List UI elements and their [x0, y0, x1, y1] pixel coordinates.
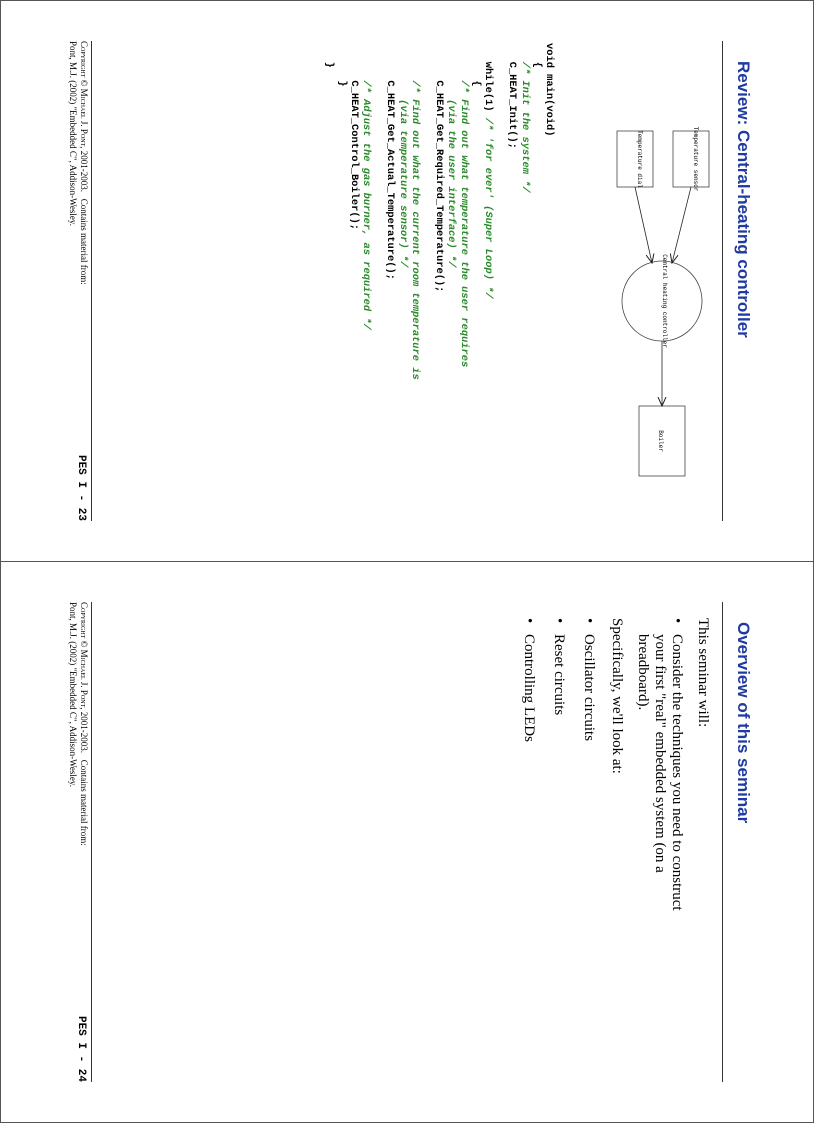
- code-comment: /* Adjust the gas burner, as required */: [359, 43, 372, 330]
- footer-divider: [91, 41, 92, 521]
- code-line: C_HEAT_Init();: [506, 43, 519, 150]
- topics-list: [507, 618, 597, 938]
- intro-text: This seminar will:: [695, 618, 711, 728]
- copyright-notice: [67, 41, 89, 285]
- temperature-dial-box: [617, 130, 653, 188]
- code-line: {: [469, 43, 482, 87]
- controller-node: [622, 254, 702, 348]
- code-comment: /* Init the system */: [518, 43, 531, 193]
- slide-title: Review: Central-heating controller: [734, 61, 753, 338]
- slide-frame-24: [0, 561, 814, 1123]
- dial-arrow: [635, 187, 652, 263]
- boiler-box: [639, 406, 685, 476]
- code-listing: [323, 43, 555, 380]
- footer-divider: [91, 602, 92, 1082]
- code-comment: /* Find out what the current room temperature is: [408, 43, 421, 380]
- code-line: C_HEAT_Get_Required_Temperature();: [433, 43, 446, 293]
- copyright-suffix: Contains material from:: [79, 198, 89, 285]
- slide-23: [47, 31, 767, 531]
- code-line: }: [323, 43, 336, 68]
- central-heating-diagram: [557, 31, 767, 531]
- slide-number: PES I - 23: [75, 454, 87, 521]
- code-line: {: [530, 43, 543, 68]
- copyright-source: Pont, M.J. (2002) "Embedded C", Addison-Wesley.: [68, 602, 78, 788]
- list-item: • Oscillator circuits: [580, 618, 597, 938]
- list-item: • Reset circuits: [550, 618, 567, 938]
- specifically-text: Specifically, we'll look at:: [609, 618, 625, 774]
- code-line: C_HEAT_Get_Actual_Temperature();: [384, 43, 397, 280]
- seminar-goals-list: [621, 618, 685, 938]
- slide-number: PES I - 24: [75, 1015, 87, 1082]
- temperature-sensor-box: [673, 127, 709, 192]
- code-line: C_HEAT_Control_Boiler();: [347, 43, 360, 231]
- code-comment: /* 'for ever' (Super Loop) */: [481, 117, 494, 299]
- code-line: }: [335, 43, 348, 87]
- title-divider: [722, 602, 723, 1082]
- copyright-prefix: Copyright © Michael J. Pont, 2001-2003.: [79, 602, 89, 754]
- slide-frame-23: [0, 0, 814, 562]
- copyright-prefix: Copyright © Michael J. Pont, 2001-2003.: [79, 41, 89, 193]
- copyright-notice: [67, 602, 89, 846]
- copyright-suffix: Contains material from:: [79, 759, 89, 846]
- list-item: • Consider the techniques you need to construct your first "real" embedded system (on a breadboard).: [634, 618, 685, 938]
- code-comment: /* Find out what temperature the user requires: [457, 43, 470, 368]
- code-line: void main(void): [543, 43, 555, 137]
- temperature-dial-label: Temperature dial: [636, 130, 643, 188]
- copyright-source: Pont, M.J. (2002) "Embedded C", Addison-Wesley.: [68, 41, 78, 227]
- sensor-arrow: [672, 187, 691, 263]
- boiler-label: Boiler: [657, 430, 664, 452]
- code-comment: (via the user interface) */: [445, 43, 458, 268]
- slide-title: Overview of this seminar: [734, 622, 753, 824]
- code-line: while(1): [481, 43, 494, 118]
- slide-24: [47, 592, 767, 1092]
- code-comment: (via temperature sensor) */: [396, 43, 409, 268]
- list-item: • Controlling LEDs: [520, 618, 537, 938]
- temperature-sensor-label: Temperature sensor: [692, 126, 699, 192]
- controller-label: Central heating controller: [661, 254, 668, 348]
